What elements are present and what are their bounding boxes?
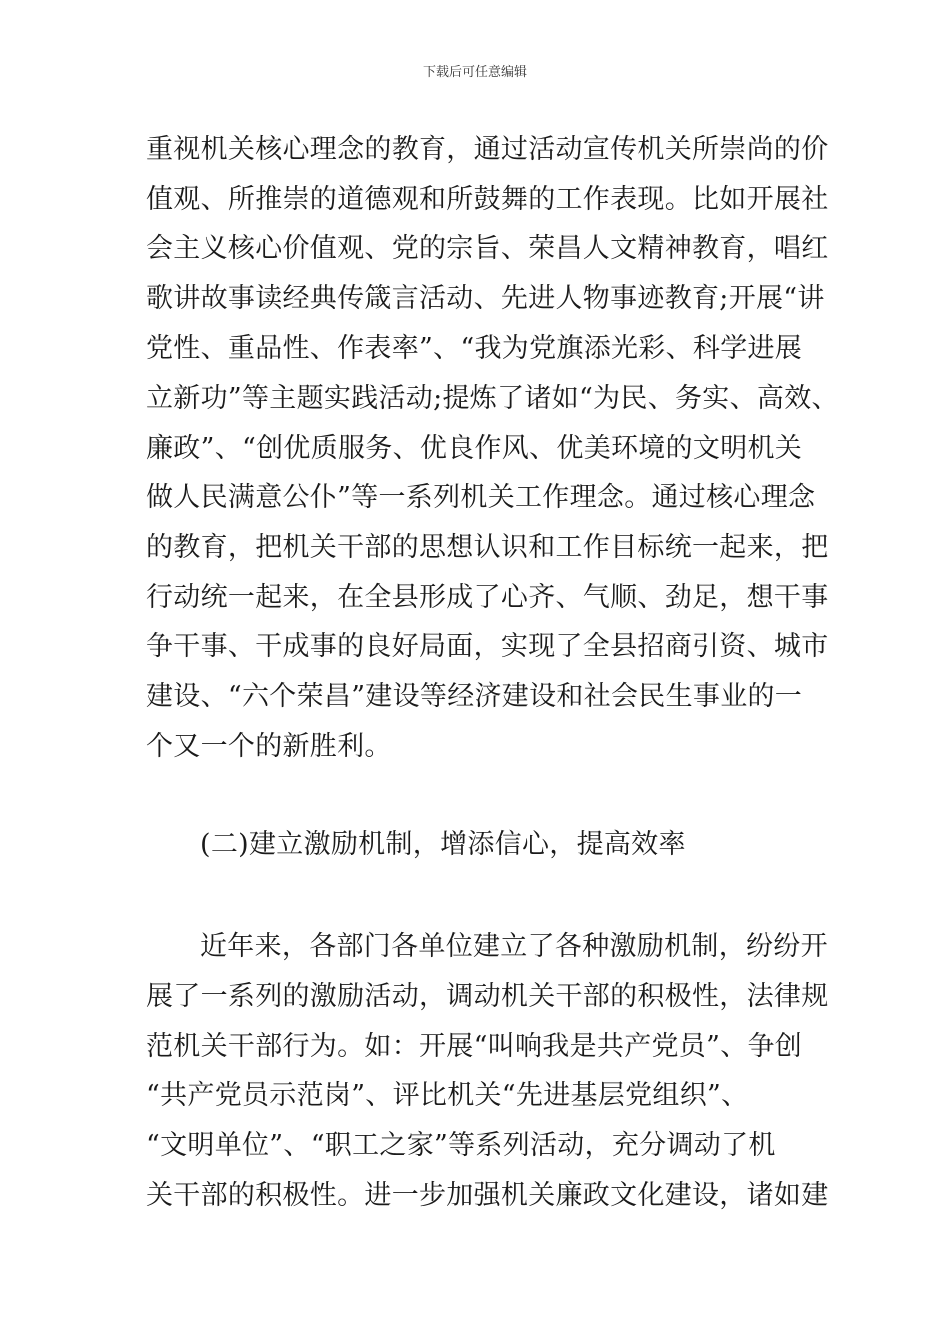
text-line: 展了一系列的激励活动，调动机关干部的积极性，法律规 [146, 981, 829, 1012]
text-line: “共产党员示范岗”、评比机关“先进基层党组织”、 [146, 1080, 749, 1111]
text-line: 歌讲故事读经典传箴言活动、先进人物事迹教育;开展“讲 [146, 283, 825, 314]
text-line: 重视机关核心理念的教育，通过活动宣传机关所崇尚的价 [146, 134, 829, 165]
text-line: 值观、所推崇的道德观和所鼓舞的工作表现。比如开展社 [146, 184, 829, 215]
text-line: “文明单位”、“职工之家”等系列活动，充分调动了机 [146, 1130, 776, 1161]
text-line: 近年来，各部门各单位建立了各种激励机制，纷纷开 [200, 931, 828, 962]
text-line: 会主义核心价值观、党的宗旨、荣昌人文精神教育，唱红 [146, 233, 829, 264]
page-header: 下载后可任意编辑 [422, 65, 527, 80]
text-line: 党性、重品性、作表率”、“我为党旗添光彩、科学进展 [146, 333, 803, 364]
text-line: 立新功”等主题实践活动;提炼了诸如“为民、务实、高效、 [146, 383, 839, 414]
text-line: 关干部的积极性。进一步加强机关廉政文化建设，诸如建 [146, 1180, 829, 1211]
text-line: 争干事、干成事的良好局面，实现了全县招商引资、城市 [146, 631, 829, 662]
text-line: 做人民满意公仆”等一系列机关工作理念。通过核心理念 [146, 482, 816, 513]
text-line: 行动统一起来，在全县形成了心齐、气顺、劲足，想干事 [146, 582, 829, 613]
section-heading: (二)建立激励机制，增添信心，提高效率 [200, 829, 686, 860]
text-line: 范机关干部行为。如：开展“叫响我是共产党员”、争创 [146, 1031, 803, 1062]
text-line: 的教育，把机关干部的思想认识和工作目标统一起来，把 [146, 532, 829, 563]
text-line: 建设、“六个荣昌”建设等经济建设和社会民生事业的一 [146, 681, 803, 712]
text-line: 廉政”、“创优质服务、优良作风、优美环境的文明机关 [146, 433, 803, 464]
text-line: 个又一个的新胜利。 [146, 731, 392, 762]
